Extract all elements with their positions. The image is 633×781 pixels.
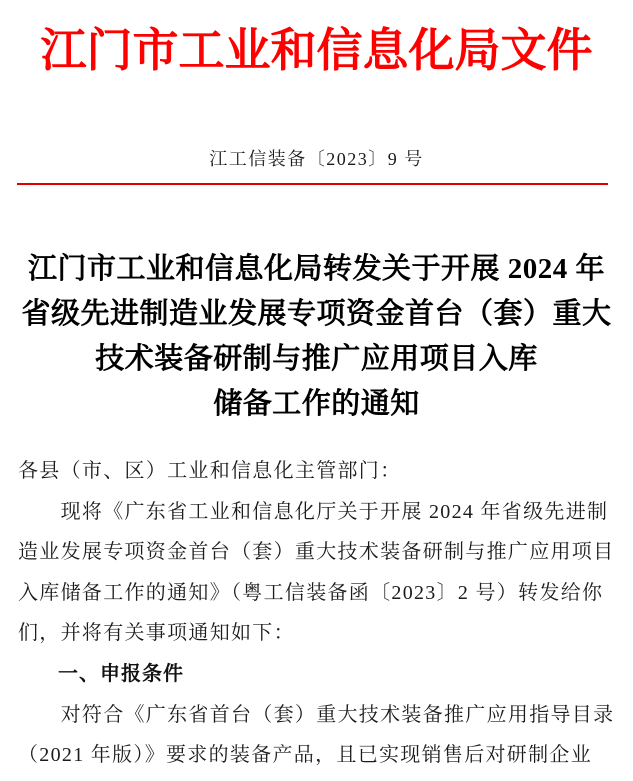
document-title-line: 省级先进制造业发展专项资金首台（套）重大: [21, 298, 612, 330]
paragraph-line: 们，并将有关事项通知如下：: [18, 622, 295, 645]
document-title-line: 技术装备研制与推广应用项目入库: [95, 343, 538, 375]
document-reference-number: 江工信装备〔2023〕9 号: [209, 149, 424, 169]
document-title-line: 储备工作的通知: [213, 388, 420, 420]
section-heading-application-conditions: 一、申报条件: [58, 662, 184, 685]
paragraph-1: [18, 492, 617, 654]
paragraph-line: 造业发展专项资金首台（套）重大技术装备研制与推广应用项目: [18, 541, 615, 564]
paragraph-line: 入库储备工作的通知》（粤工信装备函〔2023〕2 号）转发给你: [18, 581, 604, 604]
document-body: [0, 451, 633, 776]
paragraph-line: 对符合《广东省首台（套）重大技术装备推广应用指导目录: [18, 703, 615, 726]
paragraph-2: [18, 695, 617, 776]
agency-banner-title: 江门市工业和信息化局文件: [40, 25, 593, 76]
salutation-line: 各县（市、区）工业和信息化主管部门：: [18, 460, 402, 482]
paragraph-line: （2021 年版）》要求的装备产品，且已实现销售后对研制企业: [18, 744, 592, 767]
paragraph-line: 现将《广东省工业和信息化厅关于开展 2024 年省级先进制: [18, 500, 609, 523]
document-title-line: 江门市工业和信息化局转发关于开展 2024 年: [27, 253, 605, 285]
red-divider-rule: [17, 183, 608, 185]
document-title: [0, 247, 633, 427]
